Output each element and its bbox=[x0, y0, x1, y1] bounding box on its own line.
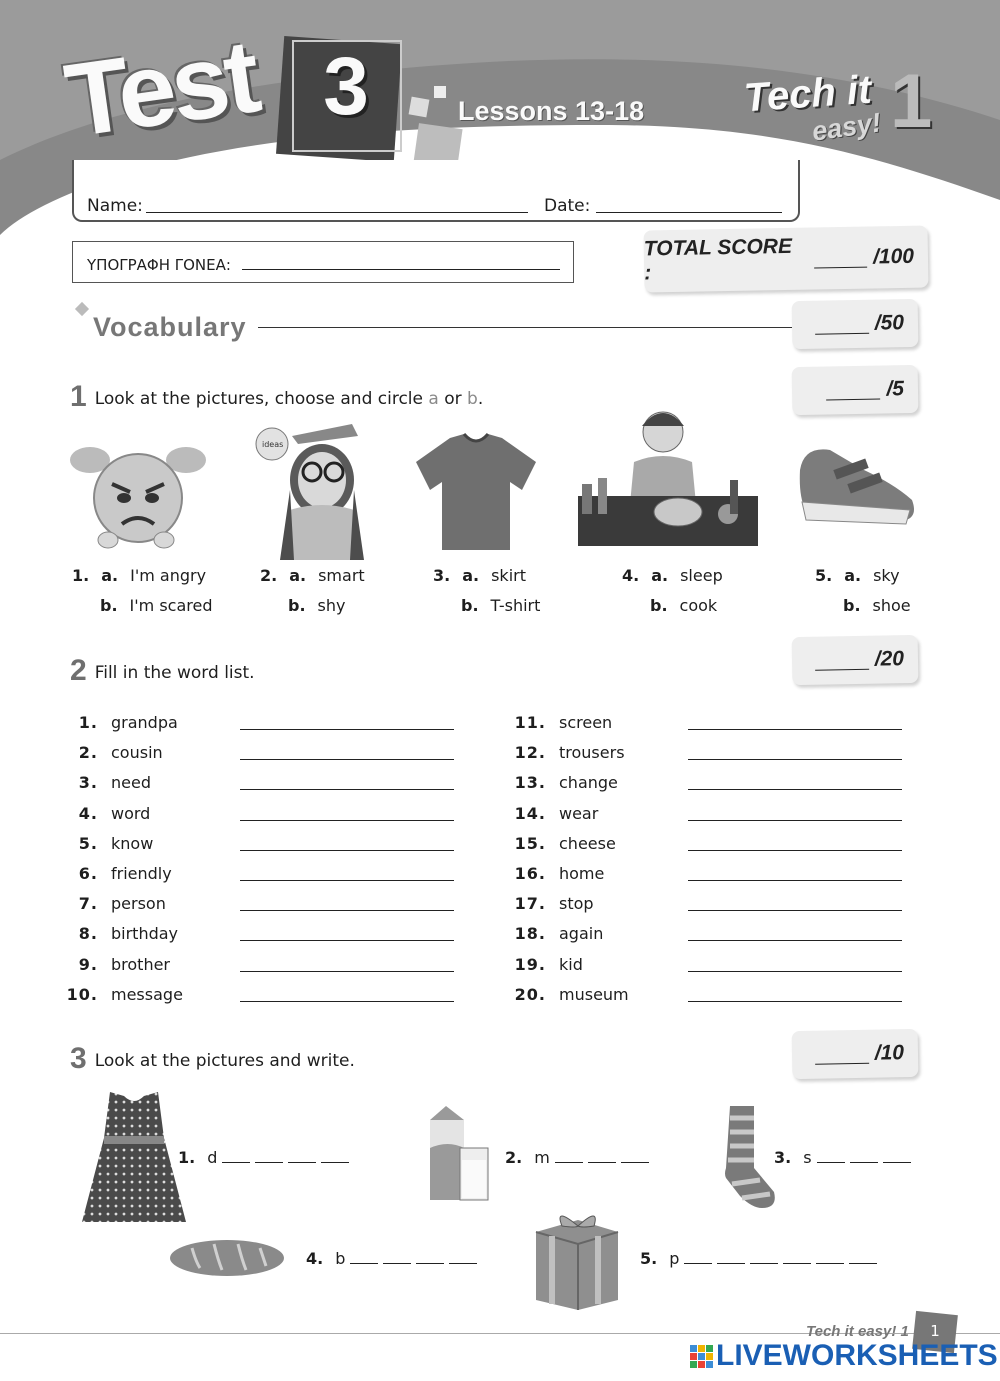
word-list-answer-field[interactable] bbox=[688, 940, 902, 941]
letter-blank[interactable] bbox=[321, 1150, 349, 1163]
date-field[interactable] bbox=[596, 194, 782, 213]
word-list-answer-field[interactable] bbox=[688, 759, 902, 760]
word-list-word: home bbox=[559, 864, 605, 883]
smart-girl-picture bbox=[250, 420, 370, 560]
write-item-first-letter: m bbox=[534, 1148, 550, 1167]
write-item-first-letter: p bbox=[669, 1249, 680, 1268]
q1-item-1: 1. a. I'm angry b. I'm scared bbox=[72, 566, 213, 615]
word-list-number: 13. bbox=[514, 773, 546, 793]
word-list-number: 10. bbox=[66, 984, 98, 1004]
brand-logo: Tech it easy! 1 bbox=[742, 59, 933, 147]
angry-face-picture bbox=[68, 440, 208, 555]
write-item-3 bbox=[774, 1148, 911, 1167]
bulb-text: ideas bbox=[262, 440, 284, 449]
total-score-max: /100 bbox=[872, 244, 915, 269]
q1-item-3-option-b[interactable]: T-shirt bbox=[490, 596, 541, 615]
word-list-answer-field[interactable] bbox=[240, 820, 454, 821]
letter-blank[interactable] bbox=[717, 1251, 745, 1264]
word-list-word: person bbox=[111, 894, 166, 914]
watermark: LIVEWORKSHEETS bbox=[716, 1339, 998, 1372]
q1-item-4-option-a[interactable]: sleep bbox=[680, 566, 723, 585]
vocabulary-title: Vocabulary bbox=[93, 312, 247, 342]
word-list-answer-field[interactable] bbox=[240, 910, 454, 911]
letter-blank[interactable] bbox=[416, 1251, 444, 1264]
word-list-answer-field[interactable] bbox=[688, 971, 902, 972]
q1-item-5: 5. a. sky b. shoe bbox=[815, 566, 911, 615]
word-list-answer-field[interactable] bbox=[240, 789, 454, 790]
q1-item-3: 3. a. skirt b. T-shirt bbox=[433, 566, 541, 615]
word-list-word: trousers bbox=[559, 743, 625, 763]
word-list-answer-field[interactable] bbox=[688, 1001, 902, 1002]
q1-item-2-option-b[interactable]: shy bbox=[317, 596, 346, 615]
word-list-word: word bbox=[111, 803, 151, 823]
word-list-number: 17. bbox=[514, 894, 546, 914]
word-list-answer-field[interactable] bbox=[240, 1001, 454, 1002]
word-list-word: grandpa bbox=[111, 713, 178, 732]
present-picture bbox=[532, 1206, 622, 1310]
letter-blank[interactable] bbox=[849, 1251, 877, 1264]
write-item-number: 1. bbox=[178, 1148, 196, 1167]
word-list-number: 12. bbox=[514, 743, 546, 763]
q1-item-5-option-b[interactable]: shoe bbox=[872, 596, 911, 615]
word-list-word: know bbox=[111, 833, 154, 853]
letter-blank[interactable] bbox=[850, 1150, 878, 1163]
q1-score-field[interactable] bbox=[826, 380, 880, 400]
letter-blank[interactable] bbox=[684, 1251, 712, 1264]
q2-score-max: /20 bbox=[874, 647, 905, 671]
q2-number: 2 bbox=[70, 654, 87, 687]
word-list-word: again bbox=[559, 924, 604, 944]
total-score-badge bbox=[643, 226, 928, 293]
total-score-label: TOTAL SCORE : bbox=[643, 234, 793, 285]
dress-picture bbox=[80, 1090, 188, 1226]
word-list-number: 4. bbox=[78, 803, 98, 823]
write-item-1 bbox=[178, 1148, 349, 1167]
word-list-word: message bbox=[111, 984, 183, 1004]
word-list-word: screen bbox=[559, 713, 613, 732]
word-list-word: kid bbox=[559, 954, 583, 974]
q3-score-badge bbox=[792, 1029, 919, 1079]
word-list-number: 8. bbox=[78, 924, 98, 944]
letter-blank[interactable] bbox=[817, 1150, 845, 1163]
q1-score-max: /5 bbox=[886, 377, 905, 401]
milk-picture bbox=[424, 1104, 494, 1204]
letter-blank[interactable] bbox=[621, 1150, 649, 1163]
q1-item-5-option-a[interactable]: sky bbox=[873, 566, 900, 585]
parent-signature-field[interactable] bbox=[242, 253, 560, 270]
q2-score-field[interactable] bbox=[815, 650, 869, 670]
watermark-logo-icon bbox=[690, 1345, 714, 1369]
word-list-answer-field[interactable] bbox=[688, 850, 902, 851]
word-list-word: change bbox=[559, 773, 618, 793]
decor-square-1 bbox=[409, 97, 430, 118]
word-list-word: need bbox=[111, 773, 151, 793]
word-list-word: cheese bbox=[559, 833, 616, 853]
name-field[interactable] bbox=[146, 194, 528, 213]
word-list-word: wear bbox=[559, 803, 599, 823]
letter-blank[interactable] bbox=[816, 1251, 844, 1264]
word-list-answer-field[interactable] bbox=[688, 880, 902, 881]
write-item-first-letter: d bbox=[207, 1148, 218, 1167]
sock-picture bbox=[720, 1104, 778, 1214]
write-item-number: 3. bbox=[774, 1148, 792, 1167]
q1-item-1-option-a[interactable]: I'm angry bbox=[130, 566, 207, 585]
letter-blank[interactable] bbox=[555, 1150, 583, 1163]
q2-score-badge bbox=[792, 635, 919, 685]
page-number: 1 bbox=[930, 1322, 940, 1340]
q3-title: 3 Look at the pictures and write. bbox=[70, 1042, 355, 1075]
vocabulary-diamond-icon bbox=[75, 302, 89, 316]
write-item-5 bbox=[640, 1249, 877, 1268]
vocabulary-rule bbox=[258, 327, 792, 328]
word-list-word: museum bbox=[559, 984, 629, 1004]
letter-blank[interactable] bbox=[883, 1150, 911, 1163]
word-list-number: 16. bbox=[514, 864, 546, 883]
q1-item-3-option-a[interactable]: skirt bbox=[491, 566, 526, 585]
word-list-number: 6. bbox=[78, 864, 98, 883]
letter-blank[interactable] bbox=[222, 1150, 250, 1163]
word-list-word: stop bbox=[559, 894, 594, 914]
word-list-number: 20. bbox=[514, 984, 546, 1004]
write-item-number: 2. bbox=[505, 1148, 523, 1167]
word-list-answer-field[interactable] bbox=[688, 729, 902, 730]
footer-brand: Tech it easy! 1 bbox=[806, 1323, 909, 1340]
q3-score-field[interactable] bbox=[815, 1044, 869, 1064]
q1-title: 1 Look at the pictures, choose and circle a or b. bbox=[70, 380, 484, 413]
bread-picture bbox=[168, 1238, 286, 1278]
write-item-first-letter: b bbox=[335, 1249, 346, 1268]
q1-item-4: 4. a. sleep b. cook bbox=[622, 566, 723, 615]
letter-blank[interactable] bbox=[750, 1251, 778, 1264]
write-item-2 bbox=[505, 1148, 649, 1167]
q3-score-max: /10 bbox=[874, 1041, 905, 1065]
test-logo: Test bbox=[58, 18, 264, 160]
date-label: Date: bbox=[544, 196, 591, 216]
word-list-answer-field[interactable] bbox=[240, 850, 454, 851]
word-list-word: brother bbox=[111, 954, 171, 974]
shoe-picture bbox=[794, 440, 919, 532]
write-item-number: 4. bbox=[306, 1249, 324, 1268]
decor-square-2 bbox=[434, 86, 446, 98]
letter-blank[interactable] bbox=[350, 1251, 378, 1264]
q2-title: 2 Fill in the word list. bbox=[70, 654, 255, 687]
word-list-answer-field[interactable] bbox=[688, 789, 902, 790]
word-list-number: 19. bbox=[514, 954, 546, 974]
letter-blank[interactable] bbox=[288, 1150, 316, 1163]
word-list-answer-field[interactable] bbox=[240, 940, 454, 941]
word-list-number: 1. bbox=[78, 713, 98, 732]
parent-signature-label: ΥΠΟΓΡΑΦΗ ΓΟΝΕΑ: bbox=[87, 256, 231, 274]
q1-score-badge bbox=[792, 365, 919, 415]
word-list-answer-field[interactable] bbox=[240, 880, 454, 881]
word-list-answer-field[interactable] bbox=[688, 910, 902, 911]
word-list-answer-field[interactable] bbox=[688, 820, 902, 821]
t-shirt-picture bbox=[414, 432, 538, 556]
q1-item-1-option-b[interactable]: I'm scared bbox=[129, 596, 213, 615]
letter-blank[interactable] bbox=[255, 1150, 283, 1163]
letter-blank[interactable] bbox=[588, 1150, 616, 1163]
name-label: Name: bbox=[87, 196, 143, 216]
q1-item-4-option-b[interactable]: cook bbox=[679, 596, 718, 615]
write-item-4 bbox=[306, 1249, 477, 1268]
letter-blank[interactable] bbox=[449, 1251, 477, 1264]
word-list-word: cousin bbox=[111, 743, 163, 763]
word-list-number: 5. bbox=[78, 833, 98, 853]
word-list-answer-field[interactable] bbox=[240, 759, 454, 760]
word-list-number: 15. bbox=[514, 833, 546, 853]
total-score-field[interactable] bbox=[813, 248, 867, 268]
boy-cooking-picture bbox=[578, 404, 758, 549]
lessons-label: Lessons 13-18 bbox=[458, 96, 645, 126]
word-list-number: 18. bbox=[514, 924, 546, 944]
letter-blank[interactable] bbox=[783, 1251, 811, 1264]
word-list-number: 3. bbox=[78, 773, 98, 793]
q1-item-2-option-a[interactable]: smart bbox=[318, 566, 365, 585]
q1-number: 1 bbox=[70, 380, 87, 413]
vocabulary-score-field[interactable] bbox=[815, 314, 869, 334]
word-list-number: 7. bbox=[78, 894, 98, 914]
q1-item-2: 2. a. smart b. shy bbox=[260, 566, 365, 615]
write-item-number: 5. bbox=[640, 1249, 658, 1268]
word-list-answer-field[interactable] bbox=[240, 971, 454, 972]
vocabulary-score-badge bbox=[792, 299, 919, 349]
word-list-number: 9. bbox=[78, 954, 98, 974]
word-list-answer-field[interactable] bbox=[240, 729, 454, 730]
test-number: 3 bbox=[323, 41, 369, 132]
word-list-word: friendly bbox=[111, 864, 172, 883]
letter-blank[interactable] bbox=[383, 1251, 411, 1264]
word-list-number: 11. bbox=[514, 713, 546, 732]
word-list-word: birthday bbox=[111, 924, 179, 944]
write-item-first-letter: s bbox=[803, 1148, 812, 1167]
word-list-number: 2. bbox=[78, 743, 98, 763]
q3-number: 3 bbox=[70, 1042, 87, 1075]
word-list-number: 14. bbox=[514, 803, 546, 823]
vocabulary-score-max: /50 bbox=[874, 311, 905, 335]
